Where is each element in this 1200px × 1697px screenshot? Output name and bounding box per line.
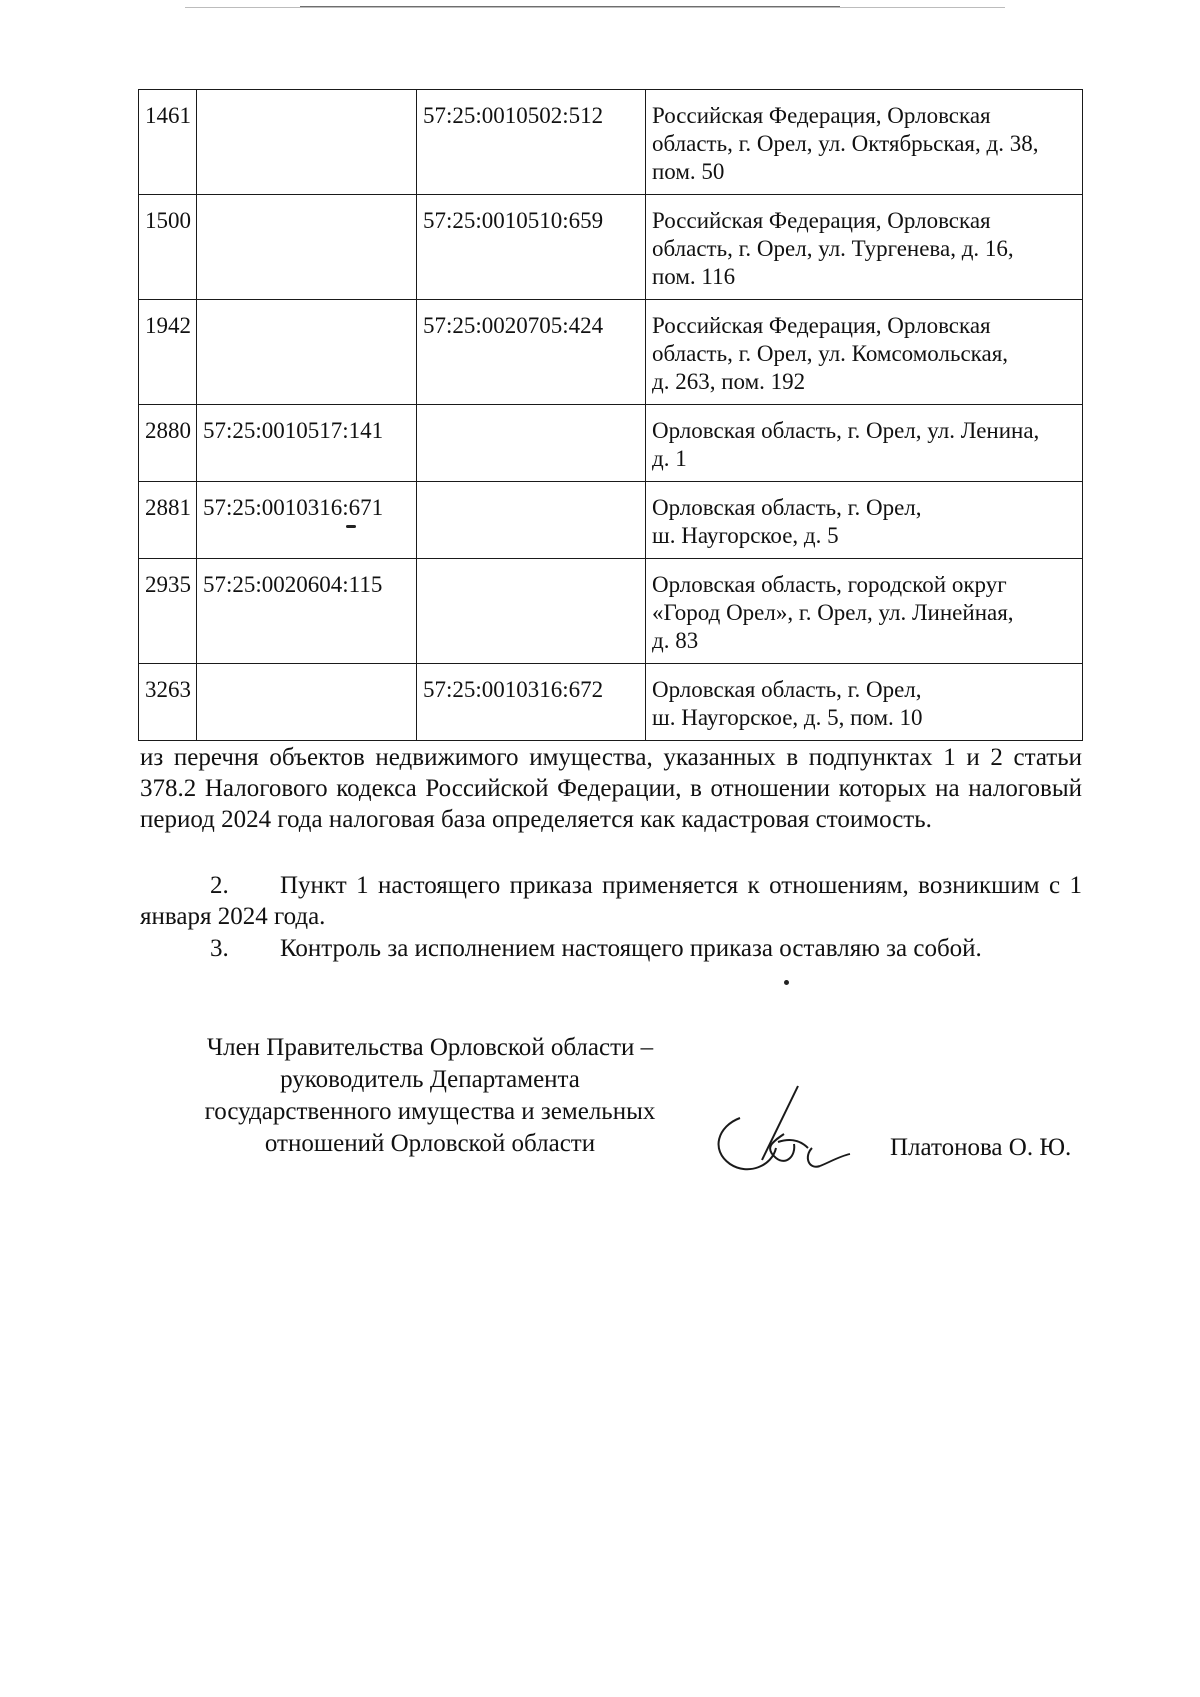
table-row (139, 559, 1083, 664)
cadastral-building-number: 57:25:0010316:672 (417, 664, 646, 741)
cadastral-building-number: 57:25:0010510:659 (417, 195, 646, 300)
address: Орловская область, г. Орел, ш. Наугорское, д. 5 (646, 482, 1083, 559)
address: Орловская область, городской округ «Город Орел», г. Орел, ул. Линейная, д. 83 (646, 559, 1083, 664)
table-row (139, 664, 1083, 741)
signatory-name: Платонова О. Ю. (890, 1134, 1072, 1161)
row-number: 2881 (139, 482, 197, 559)
cadastral-building-number (417, 482, 646, 559)
property-table-body (139, 90, 1083, 741)
cadastral-building-number: 57:25:0010502:512 (417, 90, 646, 195)
item-3-number: 3. (210, 935, 229, 962)
table-row (139, 405, 1083, 482)
scan-speck (346, 525, 356, 528)
cadastral-land-number (197, 300, 417, 405)
scan-speck (784, 980, 789, 985)
cadastral-land-number (197, 664, 417, 741)
cadastral-building-number (417, 559, 646, 664)
row-number: 2880 (139, 405, 197, 482)
property-table (138, 89, 1083, 741)
address: Российская Федерация, Орловская область, г. Орел, ул. Комсомольская, д. 263, пом. 192 (646, 300, 1083, 405)
handwritten-signature (700, 1078, 870, 1178)
row-number: 1942 (139, 300, 197, 405)
row-number: 1461 (139, 90, 197, 195)
item-2-text: Пункт 1 настоящего приказа применяется к отношениям, возникшим с 1 января 2024 года. (140, 872, 1082, 930)
cadastral-land-number (197, 90, 417, 195)
cadastral-land-number (197, 195, 417, 300)
cadastral-land-number: 57:25:0010316:671 (197, 482, 417, 559)
address: Орловская область, г. Орел, ул. Ленина, д. 1 (646, 405, 1083, 482)
table-row (139, 195, 1083, 300)
paragraph-exclusion-text: из перечня объектов недвижимого имущества, указанных в подпунктах 1 и 2 статьи 378.2 Налогового кодекса Российской Федерации, в отношении которых на налоговый период 2024 года налоговая база определяется как кадастровая стоимость. (140, 744, 1082, 833)
cadastral-land-number: 57:25:0020604:115 (197, 559, 417, 664)
item-2-number: 2. (210, 872, 229, 899)
row-number: 2935 (139, 559, 197, 664)
address: Российская Федерация, Орловская область, г. Орел, ул. Октябрьская, д. 38, пом. 50 (646, 90, 1083, 195)
signatory-title: Член Правительства Орловской области – руководитель Департамента государственного имущества и земельных отношений Орловской области (204, 1034, 656, 1157)
row-number: 3263 (139, 664, 197, 741)
paragraph-item-3 (140, 933, 1082, 964)
row-number: 1500 (139, 195, 197, 300)
cadastral-building-number (417, 405, 646, 482)
address: Орловская область, г. Орел, ш. Наугорское, д. 5, пом. 10 (646, 664, 1083, 741)
cadastral-land-number: 57:25:0010517:141 (197, 405, 417, 482)
paragraph-item-2 (140, 870, 1082, 932)
table-row (139, 300, 1083, 405)
address: Российская Федерация, Орловская область, г. Орел, ул. Тургенева, д. 16, пом. 116 (646, 195, 1083, 300)
item-3-text: Контроль за исполнением настоящего приказа оставляю за собой. (280, 935, 982, 962)
cadastral-building-number: 57:25:0020705:424 (417, 300, 646, 405)
header-rule-faint (185, 7, 1005, 8)
table-row (139, 90, 1083, 195)
table-row (139, 482, 1083, 559)
